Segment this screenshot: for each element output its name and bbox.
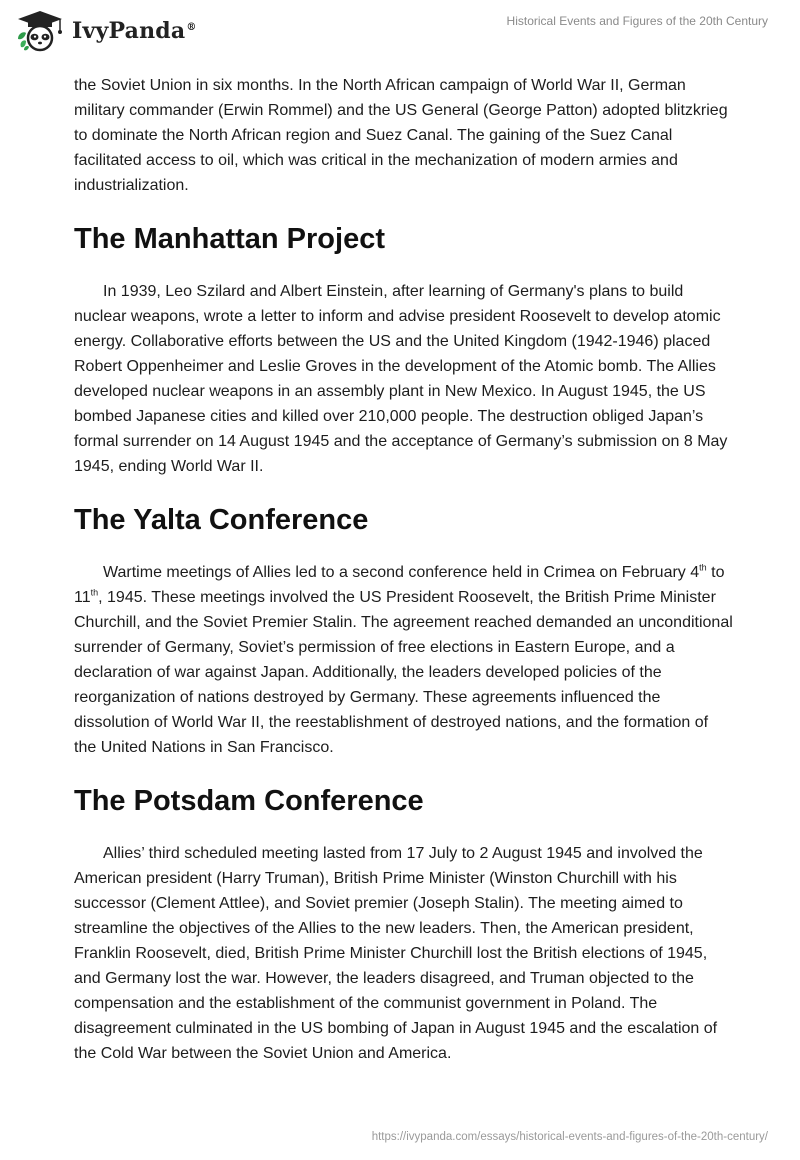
heading-manhattan-project: The Manhattan Project [74, 223, 385, 255]
essay-body [74, 73, 734, 1066]
paragraph-potsdam-conference: Allies’ third scheduled meeting lasted from 17 July to 2 August 1945 and involved the American president (Harry Truman), British Prime Minister (Winston Churchill with his successor (Clement Attlee), and Soviet premier (Joseph Stalin). The meeting aimed to streamline the objectives of the Allies to the new leaders. Then, the American president, Franklin Roosevelt, died, British Prime Minister Churchill lost the British elections of 1945, and Germany lost the war. However, the leaders disagreed, and Truman objected to the compensation and the establishment of the communist government in Poland. The disagreement culminated in the US bombing of Japan in August 1945 and the escalation of the Cold War between the Soviet Union and America. [74, 845, 718, 1062]
paragraph-manhattan-project: In 1939, Leo Szilard and Albert Einstein, after learning of Germany's plans to build nuclear weapons, wrote a letter to inform and advise president Roosevelt to develop atomic energy. Collaborative efforts between the US and the United Kingdom (1942-1946) placed Robert Oppenheimer and Leslie Groves in the development of the Atomic bomb. The Allies developed nuclear weapons in an assembly plant in New Mexico. In August 1945, the US bombed Japanese cities and killed over 210,000 people. The destruction obliged Japan’s formal surrender on 14 August 1945 and the acceptance of Germany’s submission on 8 May 1945, ending World War II. [74, 283, 728, 475]
ivypanda-logo[interactable] [14, 9, 197, 53]
heading-yalta-conference: The Yalta Conference [74, 504, 369, 536]
panda-graduate-icon [14, 9, 66, 53]
ordinal-suffix: th [90, 587, 99, 598]
paragraph-yalta-conference [74, 560, 734, 760]
ordinal-suffix: th [699, 562, 707, 573]
brand-name: IvyPanda® [72, 18, 197, 44]
heading-potsdam-conference: The Potsdam Conference [74, 785, 424, 817]
yalta-text-part2: to 11 [74, 564, 725, 606]
yalta-text-part3: , 1945. These meetings involved the US President Roosevelt, the British Prime Minister Churchill, and the Soviet Premier Stalin. The agreement reached demanded an unconditional surrender of Germany, Soviet’s permission of free elections in Eastern Europe, and a declaration of war against Japan. Additionally, the leaders developed policies of the reorganization of nations destroyed by Germany. These agreements influenced the dissolution of World War II, the reestablishment of destroyed nations, and the formation of the United Nations in San Francisco. [74, 589, 733, 756]
page-header [0, 0, 800, 70]
yalta-text-part1: Wartime meetings of Allies led to a second conference held in Crimea on February 4 [103, 564, 700, 581]
registered-mark: ® [186, 21, 197, 33]
document-title: Historical Events and Figures of the 20th Century [506, 14, 768, 28]
source-url[interactable]: https://ivypanda.com/essays/historical-events-and-figures-of-the-20th-century/ [371, 1131, 768, 1143]
intro-paragraph: the Soviet Union in six months. In the North African campaign of World War II, German military commander (Erwin Rommel) and the US General (George Patton) adopted blitzkrieg to dominate the North African region and Suez Canal. The gaining of the Suez Canal facilitated access to oil, which was critical in the mechanization of modern armies and industrialization. [74, 77, 728, 194]
